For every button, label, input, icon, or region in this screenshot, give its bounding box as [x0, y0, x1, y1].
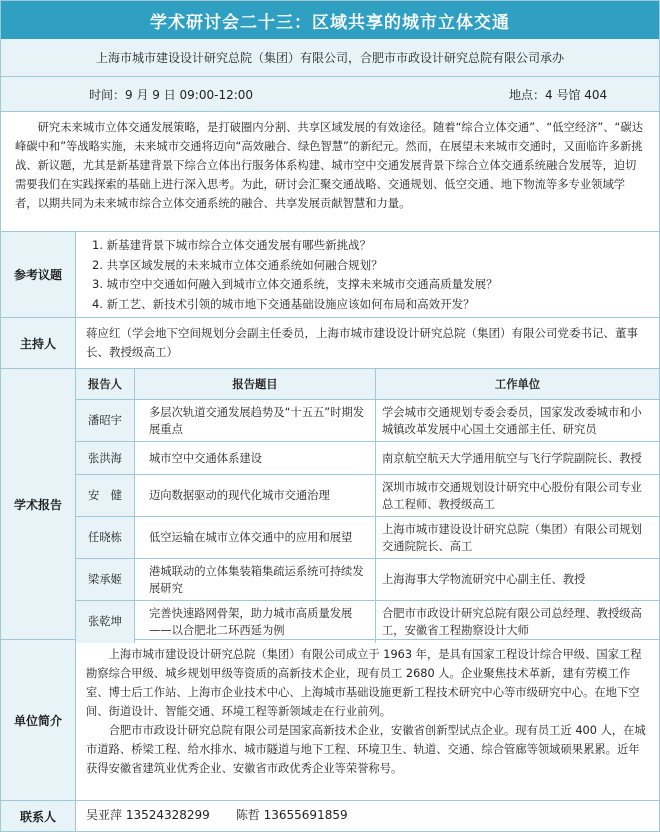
- host-label: 主持人: [1, 318, 76, 368]
- header-speaker: 报告人: [76, 369, 135, 400]
- reports-label: 学术报告: [1, 369, 76, 639]
- table-row: [76, 601, 659, 643]
- contact-item: 吴亚萍 13524328299: [86, 807, 210, 822]
- speaker-name: 潘昭宇: [76, 400, 135, 442]
- unit-intro-paragraph: 上海市城市建设设计研究总院（集团）有限公司成立于 1963 年，是具有国家工程设计综合甲级、国家工程勘察综合甲级、城乡规划甲级等资质的高新技术企业，现有员工 2680 人。企业聚焦技术革新，建有劳模工作室、博士后工作站、上海市企业技术中心、上海城市基础设施更新工程技术研究中心等市级研究中心。在地下空间、街道设计、智能交通、环境工程等新领域走在行业前列。: [86, 648, 642, 718]
- time-text: 时间：9 月 9 日 09:00-12:00: [89, 87, 254, 102]
- report-topic: 迈向数据驱动的现代化城市交通治理: [135, 475, 376, 517]
- units-text: [76, 640, 659, 800]
- table-row: [76, 442, 659, 475]
- topic-item: 3. 城市空中交通如何融入到城市立体交通系统，支撑未来城市交通高质量发展？: [92, 277, 498, 291]
- speaker-unit: 上海海事大学物流研究中心副主任、教授: [376, 559, 660, 601]
- info-row: [1, 77, 659, 112]
- topics-section: [1, 232, 659, 318]
- topics-label: 参考议题: [1, 232, 76, 317]
- topics-list: [76, 232, 659, 317]
- contact-list: [76, 801, 659, 827]
- speaker-name: 张洪海: [76, 442, 135, 475]
- speaker-unit: 学会城市交通规划专委会委员，国家发改委城市和小城镇改革发展中心国土交通部主任、研究员: [376, 400, 660, 442]
- place-text: 地点：4 号馆 404: [509, 87, 608, 102]
- table-row: [76, 517, 659, 559]
- report-topic: 完善快速路网骨架，助力城市高质量发展——以合肥北二环西延为例: [135, 601, 376, 643]
- page-title: 学术研讨会二十三：区域共享的城市立体交通: [1, 1, 659, 39]
- report-topic: 多层次轨道交通发展趋势及“十五五”时期发展重点: [135, 400, 376, 442]
- speaker-name: 安 健: [76, 475, 135, 517]
- reports-section: [1, 369, 659, 640]
- units-label: 单位简介: [1, 640, 76, 800]
- reports-table: [76, 369, 659, 643]
- table-row: [76, 400, 659, 442]
- contact-section: [1, 801, 659, 831]
- speaker-unit: 深圳市城市交通规划设计研究中心股份有限公司专业总工程师、教授级高工: [376, 475, 660, 517]
- table-row: [76, 475, 659, 517]
- host-section: [1, 318, 659, 369]
- table-header-row: [76, 369, 659, 400]
- report-topic: 港城联动的立体集装箱集疏运系统可持续发展研究: [135, 559, 376, 601]
- header-topic: 报告题目: [135, 369, 376, 400]
- speaker-unit: 合肥市市政设计研究总院有限公司总经理、教授级高工，安徽省工程勘察设计大师: [382, 606, 642, 637]
- topic-item: 2. 共享区域发展的未来城市立体交通系统如何融合规划？: [92, 257, 383, 272]
- speaker-name: 梁承姬: [76, 559, 135, 601]
- organizers: 上海市城市建设设计研究总院（集团）有限公司，合肥市市政设计研究总院有限公司承办: [1, 39, 659, 77]
- speaker-unit: 上海市城市建设设计研究总院（集团）有限公司规划交通院院长、高工: [376, 517, 660, 559]
- topic-item: 4. 新工艺、新技术引领的城市地下交通基础设施应该如何布局和高效开发？: [92, 296, 475, 311]
- speaker-name: 张乾坤: [76, 601, 135, 643]
- table-row: [76, 559, 659, 601]
- units-section: [1, 640, 659, 801]
- speaker-name: 任晓栋: [76, 517, 135, 559]
- reports-table-wrap: [76, 369, 659, 639]
- unit-intro-paragraph: 合肥市市政设计研究总院有限公司是国家高新技术企业，安徽省创新型试点企业。现有员工近 400 人，在城市道路、桥梁工程、给水排水、城市隧道与地下工程、环境卫生、轨道、交通、综合管廊等领域硕果累累。近年获得安徽省建筑业优秀企业、安徽省市政优秀企业等荣誉称号。: [86, 724, 646, 775]
- topic-item: 1. 新基建背景下城市综合立体交通发展有哪些新挑战？: [92, 238, 372, 252]
- intro-paragraph: 研究未来城市立体交通发展策略，是打破圈内分割、共享区域发展的有效途径。随着“综合立体交通”、“低空经济”、“碳达峰碳中和”等战略实施，未来城市交通将迈向“高效融合、绿色智慧”的新纪元。然而，在展望未来城市交通时，又面临许多新挑战、新议题，尤其是新基建背景下综合立体出行服务体系构建、城市空中交通发展背景下综合立体交通系统融合发展等，迫切需要我们在实践探索的基础上进行深入思考。为此，研讨会汇聚交通战略、交通规划、低空交通、地下物流等多专业领域学者，以期共同为未来城市综合立体交通系统的融合、共享发展贡献智慧和力量。: [1, 112, 659, 232]
- contact-label: 联系人: [1, 801, 76, 831]
- speaker-unit: 南京航空航天大学通用航空与飞行学院副院长、教授: [376, 442, 660, 475]
- header-unit: 工作单位: [376, 369, 660, 400]
- host-text: 蒋应红（学会地下空间规划分会副主任委员，上海市城市建设设计研究总院（集团）有限公司党委书记、董事长、教授级高工）: [86, 326, 638, 359]
- contact-item: 陈哲 13655691859: [235, 807, 348, 822]
- report-topic: 城市空中交通体系建设: [135, 442, 376, 475]
- report-topic: 低空运输在城市立体交通中的应用和展望: [135, 517, 376, 559]
